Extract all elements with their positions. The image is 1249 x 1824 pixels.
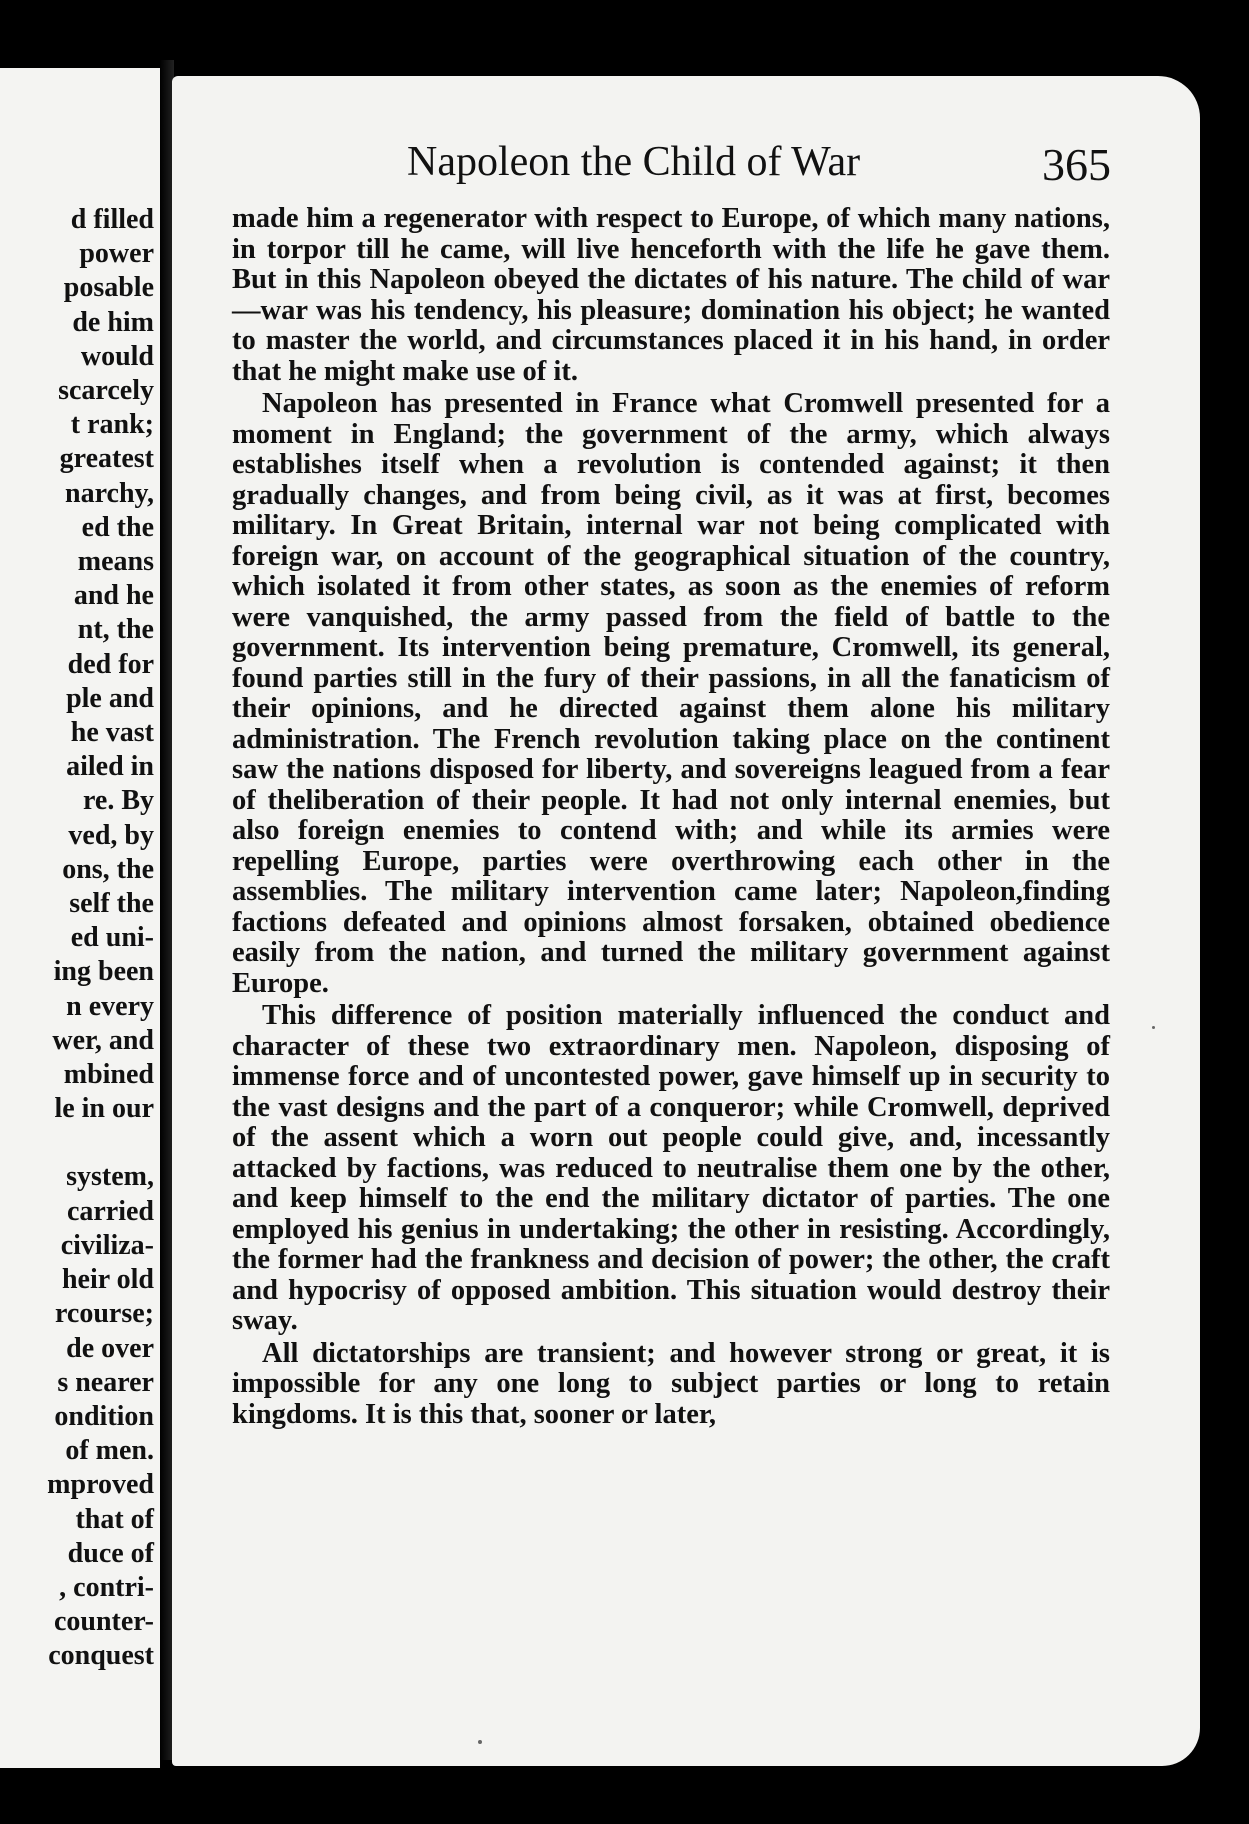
left-page-line: he vast	[70, 717, 154, 749]
left-page-line: greatest	[59, 443, 154, 475]
left-page-line: civiliza-	[60, 1229, 154, 1261]
paragraph: All dictatorships are transient; and however strong or great, it is impossible for any one long to subject parties or long to retain kingdoms. It is this that, sooner or later,	[232, 1337, 1110, 1430]
left-page-line: narchy,	[65, 477, 154, 509]
left-page-line: power	[79, 238, 154, 270]
left-page-line: mproved	[47, 1469, 154, 1501]
running-title: Napoleon the Child of War	[407, 139, 861, 185]
left-page-line: ded for	[67, 648, 154, 680]
left-page-line: de him	[72, 306, 154, 338]
left-page-line: t rank;	[70, 409, 154, 441]
left-page-line: n every	[66, 990, 154, 1022]
left-page-line: ple and	[66, 682, 154, 714]
paragraph: Napoleon has presented in France what Cromwell presented for a moment in England; the government of the army, which always establishes itself when a revolution is contended against; it then gradually changes, and from being civil, as it was at first, becomes military. In Great Britain, internal war not being complicated with foreign war, on account of the geographical situation of the country, which isolated it from other states, as soon as the enemies of reform were vanquished, the army passed from the field of battle to the government. Its intervention being premature, Cromwell, its general, found parties still in the fury of their passions, in all the fanaticism of their opinions, and he directed against them alone his military administration. The French revolution taking place on the continent saw the nations disposed for liberty, and sovereigns leagued from a fear of theliberation of their people. It had not only internal enemies, but also foreign enemies to contend with; and while its armies were repelling Europe, parties were overthrowing each other in the assemblies. The military intervention came later; Napoleon,finding factions defeated and opinions almost forsaken, obtained obedience easily from the nation, and turned the military government against Europe.	[232, 388, 1110, 999]
left-page-line: wer, and	[52, 1024, 154, 1056]
left-page-line: scarcely	[58, 375, 154, 407]
left-page-line: duce of	[67, 1537, 154, 1569]
left-page-line: system,	[66, 1161, 154, 1193]
left-page-line: ed uni-	[70, 922, 154, 954]
left-page-line: ed the	[81, 511, 154, 543]
left-page-line: mbined	[63, 1059, 154, 1091]
page-number: 365	[1042, 139, 1111, 190]
scan-speck	[1152, 1026, 1155, 1029]
left-page-line: s nearer	[57, 1366, 154, 1398]
left-page-line: carried	[66, 1195, 154, 1227]
left-page-text	[47, 203, 154, 1674]
left-page-line: heir old	[61, 1264, 154, 1296]
left-page-line: re. By	[82, 785, 154, 817]
left-page-line: nt, the	[77, 614, 154, 646]
left-page-line: would	[80, 340, 154, 372]
left-page-line: ailed in	[66, 751, 154, 783]
left-page-line: and he	[73, 580, 154, 612]
left-page-fragment	[0, 68, 160, 1768]
left-page-line	[47, 1126, 154, 1160]
left-page-line: counter-	[53, 1606, 154, 1638]
left-page-line: le in our	[54, 1093, 154, 1125]
left-page-line: , contri-	[59, 1571, 154, 1603]
left-page-line: that of	[75, 1503, 154, 1535]
left-page-line: means	[77, 546, 154, 578]
scan-speck	[478, 1740, 482, 1744]
left-page-line: ondition	[54, 1400, 154, 1432]
left-page-line: conquest	[48, 1640, 154, 1672]
left-page-line: ing been	[53, 956, 154, 988]
left-page-line: d filled	[70, 204, 154, 235]
left-page-line: posable	[63, 272, 154, 304]
left-page-line: rcourse;	[55, 1298, 154, 1330]
left-page-line: ons, the	[62, 853, 154, 885]
left-page-line: self the	[69, 888, 154, 920]
body-text	[232, 204, 1110, 1430]
left-page-line: of men.	[65, 1435, 154, 1467]
paragraph: made him a regenerator with respect to Europe, of which many nations, in torpor till he came, will live henceforth with the life he gave them. But in this Napoleon obeyed the dictates of his nature. The child of war—war was his tendency, his pleasure; domination his object; he wanted to master the world, and circumstances placed it in his hand, in order that he might make use of it.	[232, 203, 1110, 387]
left-page-line: ved, by	[68, 819, 154, 851]
right-page	[172, 76, 1200, 1766]
paragraph: This difference of position materially influenced the conduct and character of these two extraordinary men. Napoleon, disposing of immense force and of uncontested power, gave himself up in security to the vast designs and the part of a conqueror; while Cromwell, deprived of the assent which a worn out people could give, and, incessantly attacked by factions, was reduced to neutralise them one by the other, and keep himself to the end the military dictator of parties. The one employed his genius in undertaking; the other in resisting. Accordingly, the former had the frankness and decision of power; the other, the craft and hypocrisy of opposed ambition. This situation would destroy their sway.	[232, 1000, 1110, 1336]
left-page-line: de over	[66, 1332, 154, 1364]
